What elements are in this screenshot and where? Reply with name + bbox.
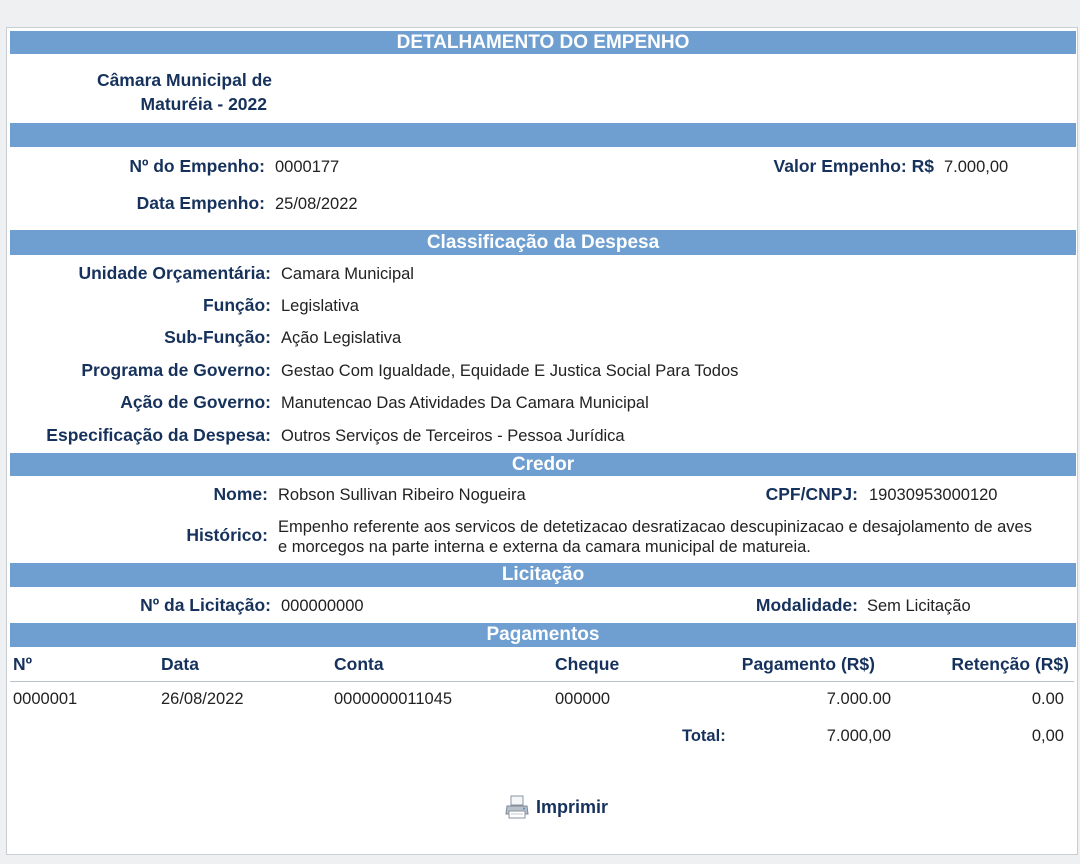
printer-icon [504,794,530,820]
creditor-title: Credor [511,454,575,475]
print-button[interactable] [504,792,608,822]
empenho-value-label: Valor Empenho: R$ [773,156,934,176]
title-bar [10,31,1076,54]
empenho-number-label: Nº do Empenho: [129,156,265,176]
entity-name-line2: Maturéia - 2022 [140,94,267,114]
detail-panel [6,27,1078,855]
historico-line2: e morcegos na parte interna e externa da camara municipal de matureia. [278,538,811,556]
entity-name-line1: Câmara Municipal de [96,70,272,90]
subfuncao-value: Ação Legislativa [281,329,402,347]
especificacao-label: Especificação da Despesa: [46,425,271,445]
programa-value: Gestao Com Igualdade, Equidade E Justica Social Para Todos [281,362,739,380]
col-cheque-header: Cheque [555,654,620,674]
modality-label: Modalidade: [755,595,858,615]
acao-value: Manutencao Das Atividades Da Camara Municipal [281,394,649,412]
bidding-bar [10,563,1076,587]
row-cheque: 000000 [555,690,611,708]
row-numero: 0000001 [13,690,78,708]
classification-title: Classificação da Despesa [426,232,660,253]
modality-value: Sem Licitação [867,597,971,615]
payments-title: Pagamentos [486,624,600,645]
bidding-number-value: 000000000 [281,597,364,615]
col-retencao-header: Retenção (R$) [951,654,1069,674]
creditor-name-value: Robson Sullivan Ribeiro Nogueira [278,486,526,504]
empenho-date-value: 25/08/2022 [275,195,358,213]
page-title: DETALHAMENTO DO EMPENHO [396,32,690,53]
cpf-cnpj-label: CPF/CNPJ: [765,484,858,504]
total-label: Total: [682,727,726,745]
unidade-label: Unidade Orçamentária: [78,263,271,283]
col-pagamento-header: Pagamento (R$) [741,654,875,674]
especificacao-value: Outros Serviços de Terceiros - Pessoa Jurídica [281,427,625,445]
funcao-label: Função: [202,295,271,315]
empenho-value-value: 7.000,00 [944,158,1009,176]
col-conta-header: Conta [334,654,384,674]
historico-line1: Empenho referente aos servicos de detetizacao desratizacao descupinizacao e desajolamento de aves [278,518,1032,536]
unidade-value: Camara Municipal [281,265,414,283]
total-pagamento: 7.000,00 [826,727,891,745]
row-conta: 0000000011045 [334,690,453,708]
row-pagamento: 7.000.00 [826,690,891,708]
creditor-name-label: Nome: [213,484,268,504]
bidding-number-label: Nº da Licitação: [140,595,271,615]
classification-bar [10,230,1076,255]
table-header-divider [10,681,1074,682]
print-button-label: Imprimir [536,796,609,817]
historico-label: Histórico: [186,525,268,545]
row-data: 26/08/2022 [161,690,244,708]
funcao-value: Legislativa [281,297,359,315]
separator-bar [10,123,1076,147]
bidding-title: Licitação [501,564,585,585]
col-data-header: Data [161,654,199,674]
subfuncao-label: Sub-Função: [164,327,271,347]
col-numero-header: Nº [13,654,33,674]
empenho-date-label: Data Empenho: [136,193,265,213]
payments-bar [10,623,1076,647]
creditor-bar [10,453,1076,476]
cpf-cnpj-value: 19030953000120 [869,486,998,504]
total-retencao: 0,00 [1031,727,1064,745]
acao-label: Ação de Governo: [120,392,271,412]
programa-label: Programa de Governo: [81,360,271,380]
row-retencao: 0.00 [1031,690,1064,708]
empenho-number-value: 0000177 [275,158,340,176]
